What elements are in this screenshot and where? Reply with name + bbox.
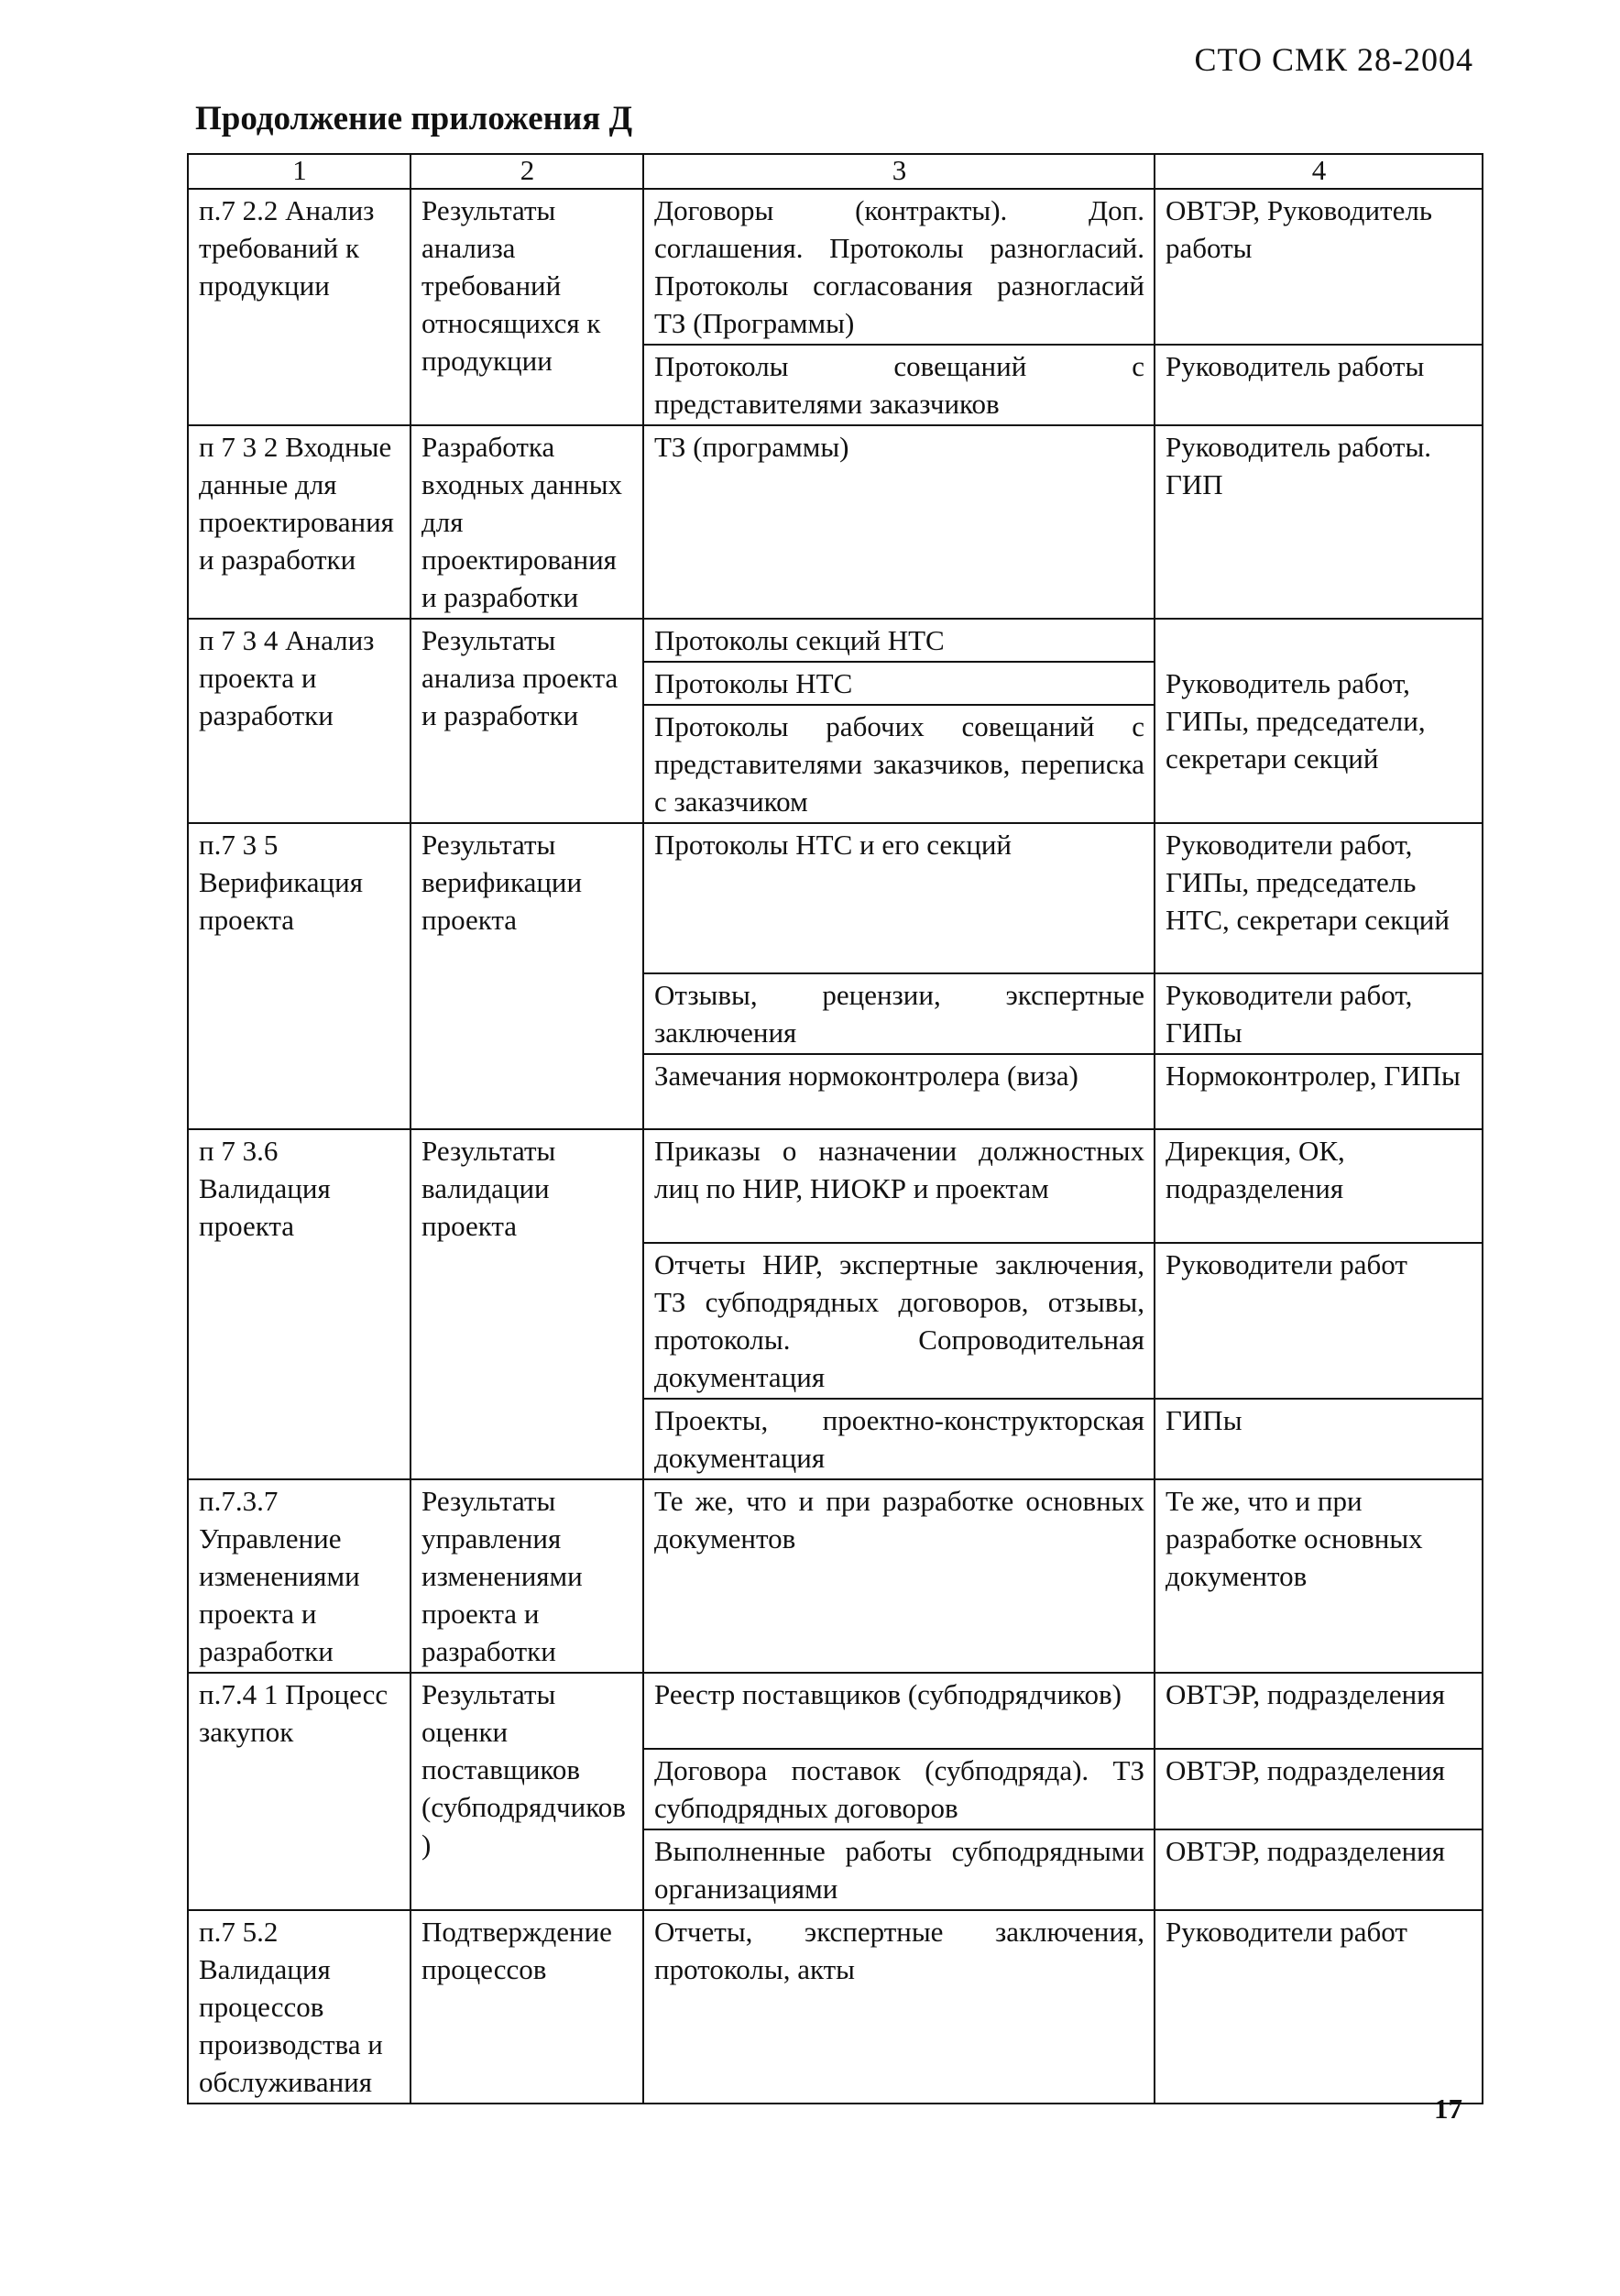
column-header-1: 1 [188,154,410,189]
table-row [188,189,1483,345]
result-cell: Разработка входных данных для проектирования и разработки [410,425,643,619]
result-cell: Результаты анализа требований относящихся к продукции [410,189,643,425]
records-cell: Протоколы НТС и его секций [643,823,1155,973]
responsible-cell: ОВТЭР, Руководитель работы [1155,189,1483,345]
records-cell: Отчеты НИР, экспертные заключения, ТЗ субподрядных договоров, отзывы, протоколы. Сопроводительная документация [643,1243,1155,1399]
column-header-2: 2 [410,154,643,189]
records-cell: ТЗ (программы) [643,425,1155,619]
responsible-cell: Руководители работ, ГИПы [1155,973,1483,1054]
responsible-cell: Руководители работ, ГИПы, председатель НТС, секретари секций [1155,823,1483,973]
table-row [188,1479,1483,1673]
clause-cell: п 7 3 2 Входные данные для проектирования и разработки [188,425,410,619]
responsible-cell: Руководитель работы. ГИП [1155,425,1483,619]
responsible-cell: Руководитель работы [1155,345,1483,425]
records-cell: Замечания нормоконтролера (виза) [643,1054,1155,1129]
clause-cell: п.7 5.2 Валидация процессов производства и обслуживания [188,1910,410,2104]
result-cell: Результаты валидации проекта [410,1129,643,1479]
result-cell: Результаты верификации проекта [410,823,643,1129]
result-cell: Результаты оценки поставщиков (субподрядчиков) [410,1673,643,1910]
records-cell: Протоколы совещаний с представителями заказчиков [643,345,1155,425]
result-cell: Результаты анализа проекта и разработки [410,619,643,823]
records-cell: Выполненные работы субподрядными организациями [643,1829,1155,1910]
table-row [188,1673,1483,1749]
records-cell: Протоколы рабочих совещаний с представителями заказчиков, переписка с заказчиком [643,705,1155,823]
table-row [188,1129,1483,1243]
clause-cell: п 7 3 4 Анализ проекта и разработки [188,619,410,823]
table-row [188,823,1483,973]
records-cell: Проекты, проектно-конструкторская документация [643,1399,1155,1479]
result-cell: Результаты управления изменениями проекта и разработки [410,1479,643,1673]
column-header-4: 4 [1155,154,1483,189]
records-table [187,153,1483,2104]
records-cell: Договоры (контракты). Доп. соглашения. Протоколы разногласий. Протоколы согласования разногласий ТЗ (Программы) [643,189,1155,345]
records-cell: Протоколы секций НТС [643,619,1155,662]
responsible-cell: Дирекция, ОК, подразделения [1155,1129,1483,1243]
column-header-3: 3 [643,154,1155,189]
records-cell: Те же, что и при разработке основных документов [643,1479,1155,1673]
result-cell: Подтверждение процессов [410,1910,643,2104]
clause-cell: п.7.3.7 Управление изменениями проекта и разработки [188,1479,410,1673]
records-cell: Договора поставок (субподряда). ТЗ субподрядных договоров [643,1749,1155,1829]
appendix-continuation-title: Продолжение приложения Д [195,100,633,137]
clause-cell: п.7.4 1 Процесс закупок [188,1673,410,1910]
records-cell: Приказы о назначении должностных лиц по НИР, НИОКР и проектам [643,1129,1155,1243]
table-row [188,425,1483,619]
records-cell: Отчеты, экспертные заключения, протоколы, акты [643,1910,1155,2104]
responsible-cell: Руководители работ [1155,1243,1483,1399]
table-header-row [188,154,1483,189]
clause-cell: п.7 3 5 Верификация проекта [188,823,410,1129]
responsible-cell: Руководители работ [1155,1910,1483,2104]
clause-cell: п.7 2.2 Анализ требований к продукции [188,189,410,425]
page-number: 17 [1434,2093,1462,2125]
responsible-cell: ОВТЭР, подразделения [1155,1673,1483,1749]
table-row [188,619,1483,662]
responsible-cell: Руководитель работ, ГИПы, председатели, секретари секций [1155,619,1483,823]
responsible-cell: ГИПы [1155,1399,1483,1479]
records-cell: Реестр поставщиков (субподрядчиков) [643,1673,1155,1749]
records-cell: Протоколы НТС [643,662,1155,705]
responsible-cell: ОВТЭР, подразделения [1155,1749,1483,1829]
clause-cell: п 7 3.6 Валидация проекта [188,1129,410,1479]
responsible-cell: Нормоконтролер, ГИПы [1155,1054,1483,1129]
table-row [188,1910,1483,2104]
records-cell: Отзывы, рецензии, экспертные заключения [643,973,1155,1054]
responsible-cell: ОВТЭР, подразделения [1155,1829,1483,1910]
document-code: СТО СМК 28-2004 [1194,41,1473,78]
responsible-cell: Те же, что и при разработке основных документов [1155,1479,1483,1673]
